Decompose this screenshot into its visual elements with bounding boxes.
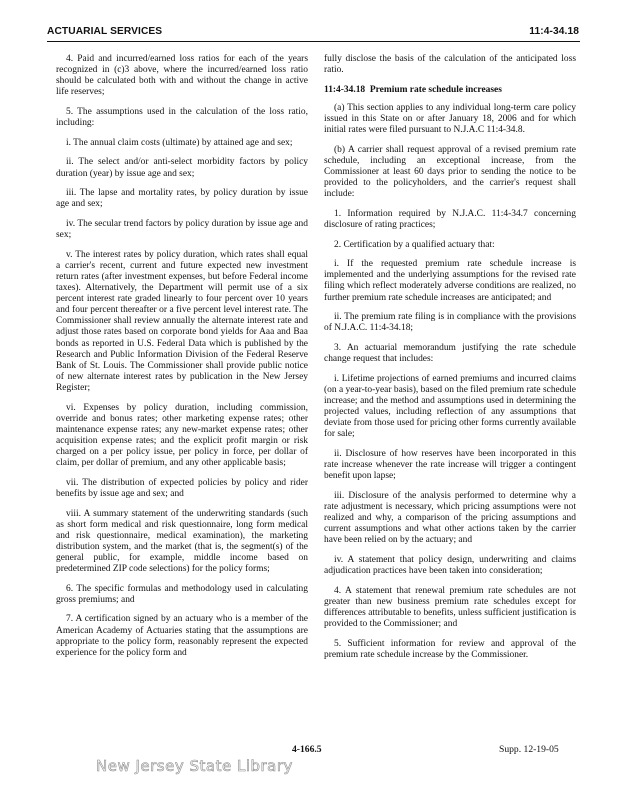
paragraph-b-3-ii: ii. Disclosure of how reserves have been incorporated in this rate increase whenever the rate increase will trigger a contingent benefit upon lapse;	[324, 448, 576, 482]
paragraph-b-2-ii: ii. The premium rate filing is in compliance with the provisions of N.J.A.C. 11:4-34.18;	[324, 312, 576, 334]
paragraph-b-3-i: i. Lifetime projections of earned premiums and incurred claims (on a year-to-year basis), based on the filed premium rate schedule increase; and the method and assumptions used in determining the projected values, including reflection of any assumptions that deviate from those used for pricing other forms currently available for sale;	[324, 373, 576, 440]
paragraph-item-5-ii: ii. The select and/or anti-select morbidity factors by policy duration (year) by issue age and sex;	[56, 157, 308, 179]
right-column	[324, 54, 576, 669]
paragraph-b-3-iii: iii. Disclosure of the analysis performed to determine why a rate adjustment is necessary, which pricing assumptions were not realized and why, a comparison of the pricing assumptions and current assumptions and what other actions taken by the carrier have been relied on by the actuary; and	[324, 490, 576, 546]
paragraph-b-2-i: i. If the requested premium rate schedule increase is implemented and the underlying assumptions for the revised rate filing which reflect moderately adverse conditions are realized, no further premium rate schedule increases are anticipated; and	[324, 259, 576, 303]
section-title: Premium rate schedule increases	[369, 84, 502, 95]
header-section-number: 11:4-34.18	[529, 26, 579, 37]
paragraph-b-4: 4. A statement that renewal premium rate schedules are not greater than new business premium rate schedules except for differences attributable to benefits, unless sufficient justification is provided to the Commissioner; and	[324, 585, 576, 629]
running-header	[47, 26, 579, 40]
paragraph-continuation: fully disclose the basis of the calculation of the anticipated loss ratio.	[324, 54, 576, 76]
paragraph-b: (b) A carrier shall request approval of a revised premium rate schedule, including an exceptional increase, from the Commissioner at least 60 days prior to sending the notice to be provided to the policyholders, and the carrier's request shall include:	[324, 144, 576, 200]
paragraph-item-5-viii: viii. A summary statement of the underwriting standards (such as short form medical and risk questionnaire, long form medical and risk questionnaire, medical examination), the marketing distribution system, and the market (that is, the segment(s) of the general public, for example, middle income based on predetermined ZIP code selections) for the policy forms;	[56, 508, 308, 574]
section-number: 11:4-34.18	[324, 84, 366, 95]
paragraph-item-6: 6. The specific formulas and methodology used in calculating gross premiums; and	[56, 583, 308, 605]
page-footer	[0, 744, 621, 760]
paragraph-item-5-i: i. The annual claim costs (ultimate) by attained age and sex;	[66, 137, 293, 148]
left-column	[56, 54, 308, 667]
paragraph-item-4: 4. Paid and incurred/earned loss ratios for each of the years recognized in (c)3 above, where the incurred/earned loss ratio should be calculated both with and without the change in active life reserves;	[56, 54, 308, 98]
library-watermark: New Jersey State Library	[96, 757, 293, 775]
paragraph-b-2: 2. Certification by a qualified actuary that:	[334, 239, 495, 250]
paragraph-b-3: 3. An actuarial memorandum justifying the rate schedule change request that includes:	[324, 343, 576, 365]
paragraph-b-1: 1. Information required by N.J.A.C. 11:4-34.7 concerning disclosure of rating practices;	[324, 208, 576, 230]
paragraph-item-5-vi: vi. Expenses by policy duration, including commission, override and bonus rates; other marketing expense rates; other maintenance expense rates; any new-market expense rates; other acquisition expense rates; and the explicit profit margin or risk charged on a per policy issue, per policy in force, per dollar of claim, per dollar of premium, and any other applicable basis;	[56, 402, 308, 469]
header-rule	[47, 41, 580, 42]
paragraph-item-5-vii: vii. The distribution of expected policies by policy and rider benefits by issue age and sex; and	[56, 477, 308, 499]
paragraph-item-5-iv: iv. The secular trend factors by policy duration by issue age and sex;	[56, 219, 308, 241]
paragraph-item-5: 5. The assumptions used in the calculation of the loss ratio, including:	[56, 106, 308, 129]
paragraph-b-3-iv: iv. A statement that policy design, underwriting and claims adjudication practices have been taken into consideration;	[324, 554, 576, 576]
paragraph-item-7: 7. A certification signed by an actuary who is a member of the American Academy of Actuaries stating that the assumptions are appropriate to the policy form, reasonably represent the expected experience for the policy form and	[56, 614, 308, 658]
paragraph-item-5-iii: iii. The lapse and mortality rates, by policy duration by issue age and sex;	[56, 188, 308, 210]
paragraph-item-5-v: v. The interest rates by policy duration, which rates shall equal a carrier's recent, current and future expected new investment return rates (after investment expenses, but before Federal income taxes). Alternatively, the Department will permit use of a six percent interest rate graded linearly to four percent over 10 years and four percent thereafter or a five percent level interest rate. The Commissioner shall review annually the alternate interest rate and adjust those rates based on corporate bond yields for Aaa and Baa bonds as reported in U.S. Federal Data which is published by the Research and Public Information Division of the Federal Reserve Bank of St. Louis. The Commissioner shall provide public notice of new alternate interest rates by publication in the New Jersey Register;	[56, 249, 308, 393]
page-number: 4-166.5	[292, 744, 322, 755]
section-heading	[324, 85, 576, 96]
header-chapter-title: ACTUARIAL SERVICES	[47, 26, 163, 37]
supplement-date: Supp. 12-19-05	[499, 744, 559, 755]
paragraph-a: (a) This section applies to any individual long-term care policy issued in this State on or after January 18, 2006 and for which initial rates were filed pursuant to N.J.A.C 11:4-34.8.	[324, 102, 576, 136]
paragraph-b-5: 5. Sufficient information for review and approval of the premium rate schedule increase by the Commissioner.	[324, 638, 576, 660]
